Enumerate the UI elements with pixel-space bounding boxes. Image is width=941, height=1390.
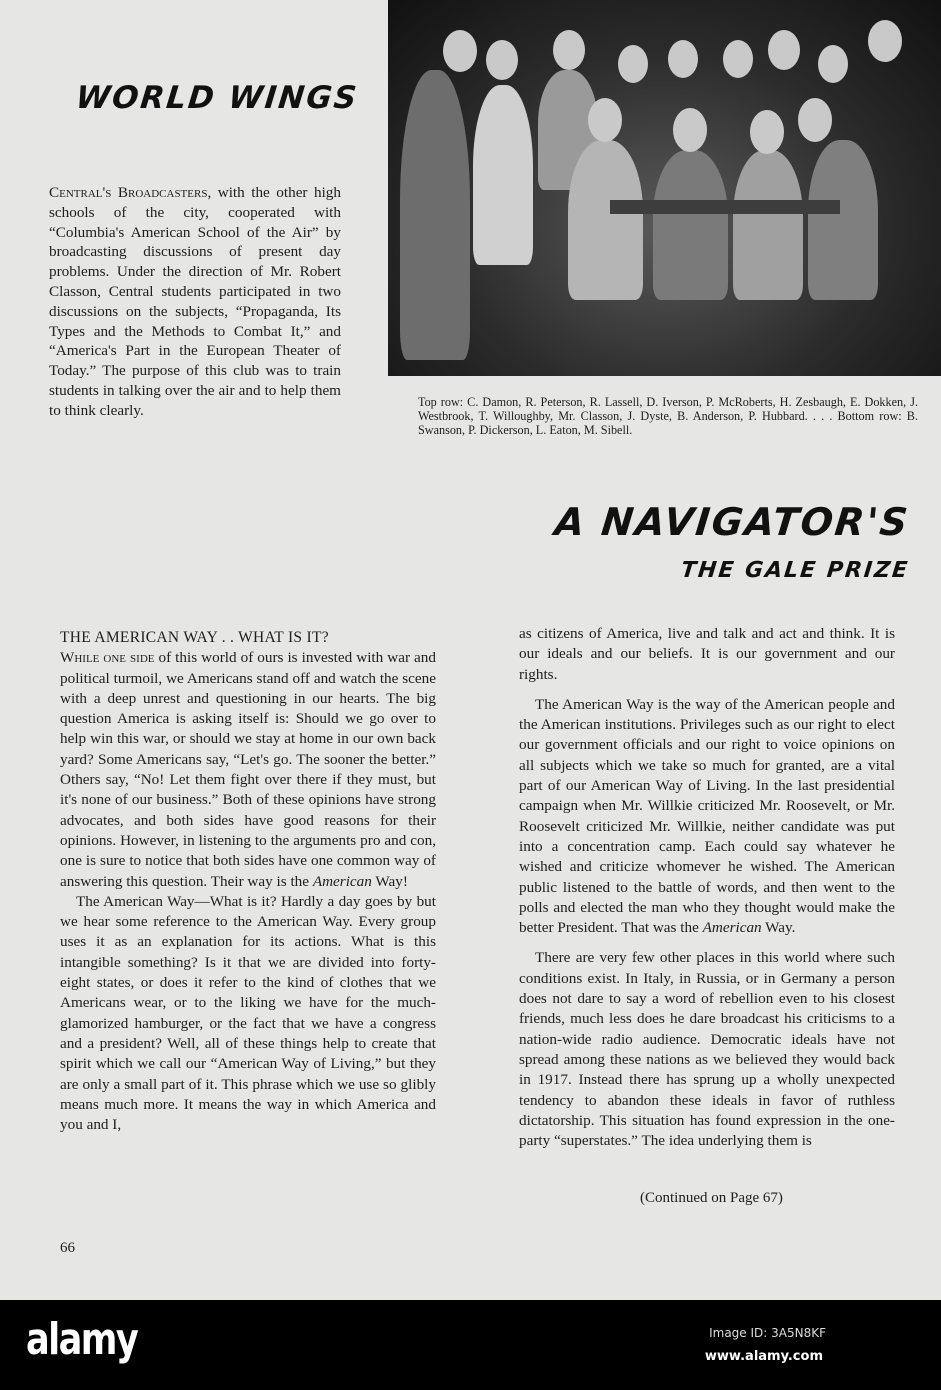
paragraph-text: Way! [371,872,408,890]
person-head [818,45,848,83]
watermark-url: www.alamy.com [704,1349,823,1364]
paragraph [519,695,895,939]
intro-body: with the other high schools of the city, cooperated with “Columbia's American School of the Air” by broadcasting discussions of present day problems. Under the direction of Mr. Robert Classon, Central students participated in two discussions on the subjects, “Propaganda, Its Types and the Methods to Combat It,” and “America's Part in the European Theater of Today.” The purpose of this club was to train students in talking over the air and to help them to think clearly. [49,184,341,419]
paragraph: There are very few other places in this world where such conditions exist. In Italy, in Russia, or in Germany a person does not dare to say a word of rebellion even to his closest friends, much less does he dare broadcast his criticisms to a nation-wide radio audience. Democratic ideals have not spread among these nations as we believed they would back in 1917. Instead there has sprung up a wholly unexpected tendency to abandon these ideals in favor of ruthless dictatorship. This situation has found expression in the one-party “superstates.” The idea underlying them is [519,949,895,1150]
alamy-logo: alamy [26,1314,138,1365]
lead-in: While one side [60,649,155,667]
paragraph [60,648,436,892]
person-head [673,108,707,152]
person-figure [733,150,803,300]
person-head [618,45,648,83]
person-figure [400,70,470,360]
person-head [798,98,832,142]
image-id: Image ID: 3A5N8KF [709,1326,826,1340]
emphasis: American [702,919,762,937]
group-photo [388,0,941,376]
paragraph-text: The American Way is the way of the American people and the American institutions. Privileges such as our right to elect our government officials and our right to voice opinions on all subjects which we take so much for granted, are a vital part of our American Way of Living. In the last presidential campaign when Mr. Willkie criticized Mr. Roosevelt, or Mr. Roosevelt criticized Mr. Willkie, neither candidate was put into a concentration camp. Each could say whatever he wished and criticize whomever he wished. The American public listened to the battle of words, and then went to the polls and elected the man who they thought would make the better President. That was the [519,695,895,937]
person-head [443,30,477,72]
watermark-footer [0,1300,941,1390]
emphasis: American [312,872,372,890]
table [610,200,840,214]
paragraph-text: of this world of ours is invested with war and political turmoil, we Americans stand off and watch the scene with a deep unrest and questioning in our hearts. The big question America is asking itself is: Should we go over to help win this war, or should we stay at home in our own back yard? Some Americans say, “Let's go. The sooner the better.” Others say, “No! Let them fight over there if they must, but it's none of our business.” Both of these opinions have strong advocates, and both sides have good reasons for their opinions. However, in listening to the arguments pro and con, one is sure to notice that both sides have one common way of answering this question. Their way is the [60,649,436,890]
article-column-left [60,628,436,1135]
page-number: 66 [60,1240,75,1256]
paragraph: The American Way—What is it? Hardly a day goes by but we hear some reference to the American Way. Every group uses it as an explanation for its actions. What is this intangible something? Is it that we are divided into forty-eight states, or does it refer to the kind of clothes that we Americans wear, or to the liking we have for the much-glamorized hamburger, or the fact that we have a congress and a president? Well, all of these things help to create that spirit which we call our “American Way of Living,” but they are only a small part of it. This phrase which we use so glibly means much more. It means the way in which America and you and I, [60,892,436,1134]
photo-caption: Top row: C. Damon, R. Peterson, R. Lassell, D. Iverson, P. McRoberts, H. Zesbaugh, E. Dokken, J. Westbrook, T. Willoughby, Mr. Classon, J. Dyste, B. Anderson, P. Hubbard. . . . Bottom row: B. Swanson, P. Dickerson, L. Eaton, M. Sibell. [418,395,918,438]
article-heading: THE AMERICAN WAY . . WHAT IS IT? [60,629,329,646]
person-head [723,40,753,78]
paragraph-text: Way. [761,919,796,937]
person-head [486,40,518,80]
person-figure [653,150,728,300]
intro-paragraph [49,183,341,421]
continued-note: (Continued on Page 67) [640,1190,783,1206]
section-title: WORLD WINGS [74,80,361,116]
person-head [553,30,585,70]
article-subtitle: THE GALE PRIZE [679,558,911,583]
person-head [750,110,784,154]
person-head [868,20,902,62]
person-figure [473,85,533,265]
intro-lead: Central's Broadcasters, [49,184,212,201]
paragraph: as citizens of America, live and talk and act and think. It is our ideals and our beliefs. It is our government and our rights. [519,625,895,683]
article-title: A NAVIGATOR'S [552,500,912,544]
person-figure [568,140,643,300]
person-head [768,30,800,70]
person-head [588,98,622,142]
person-head [668,40,698,78]
person-figure [808,140,878,300]
article-column-right [519,624,895,1151]
